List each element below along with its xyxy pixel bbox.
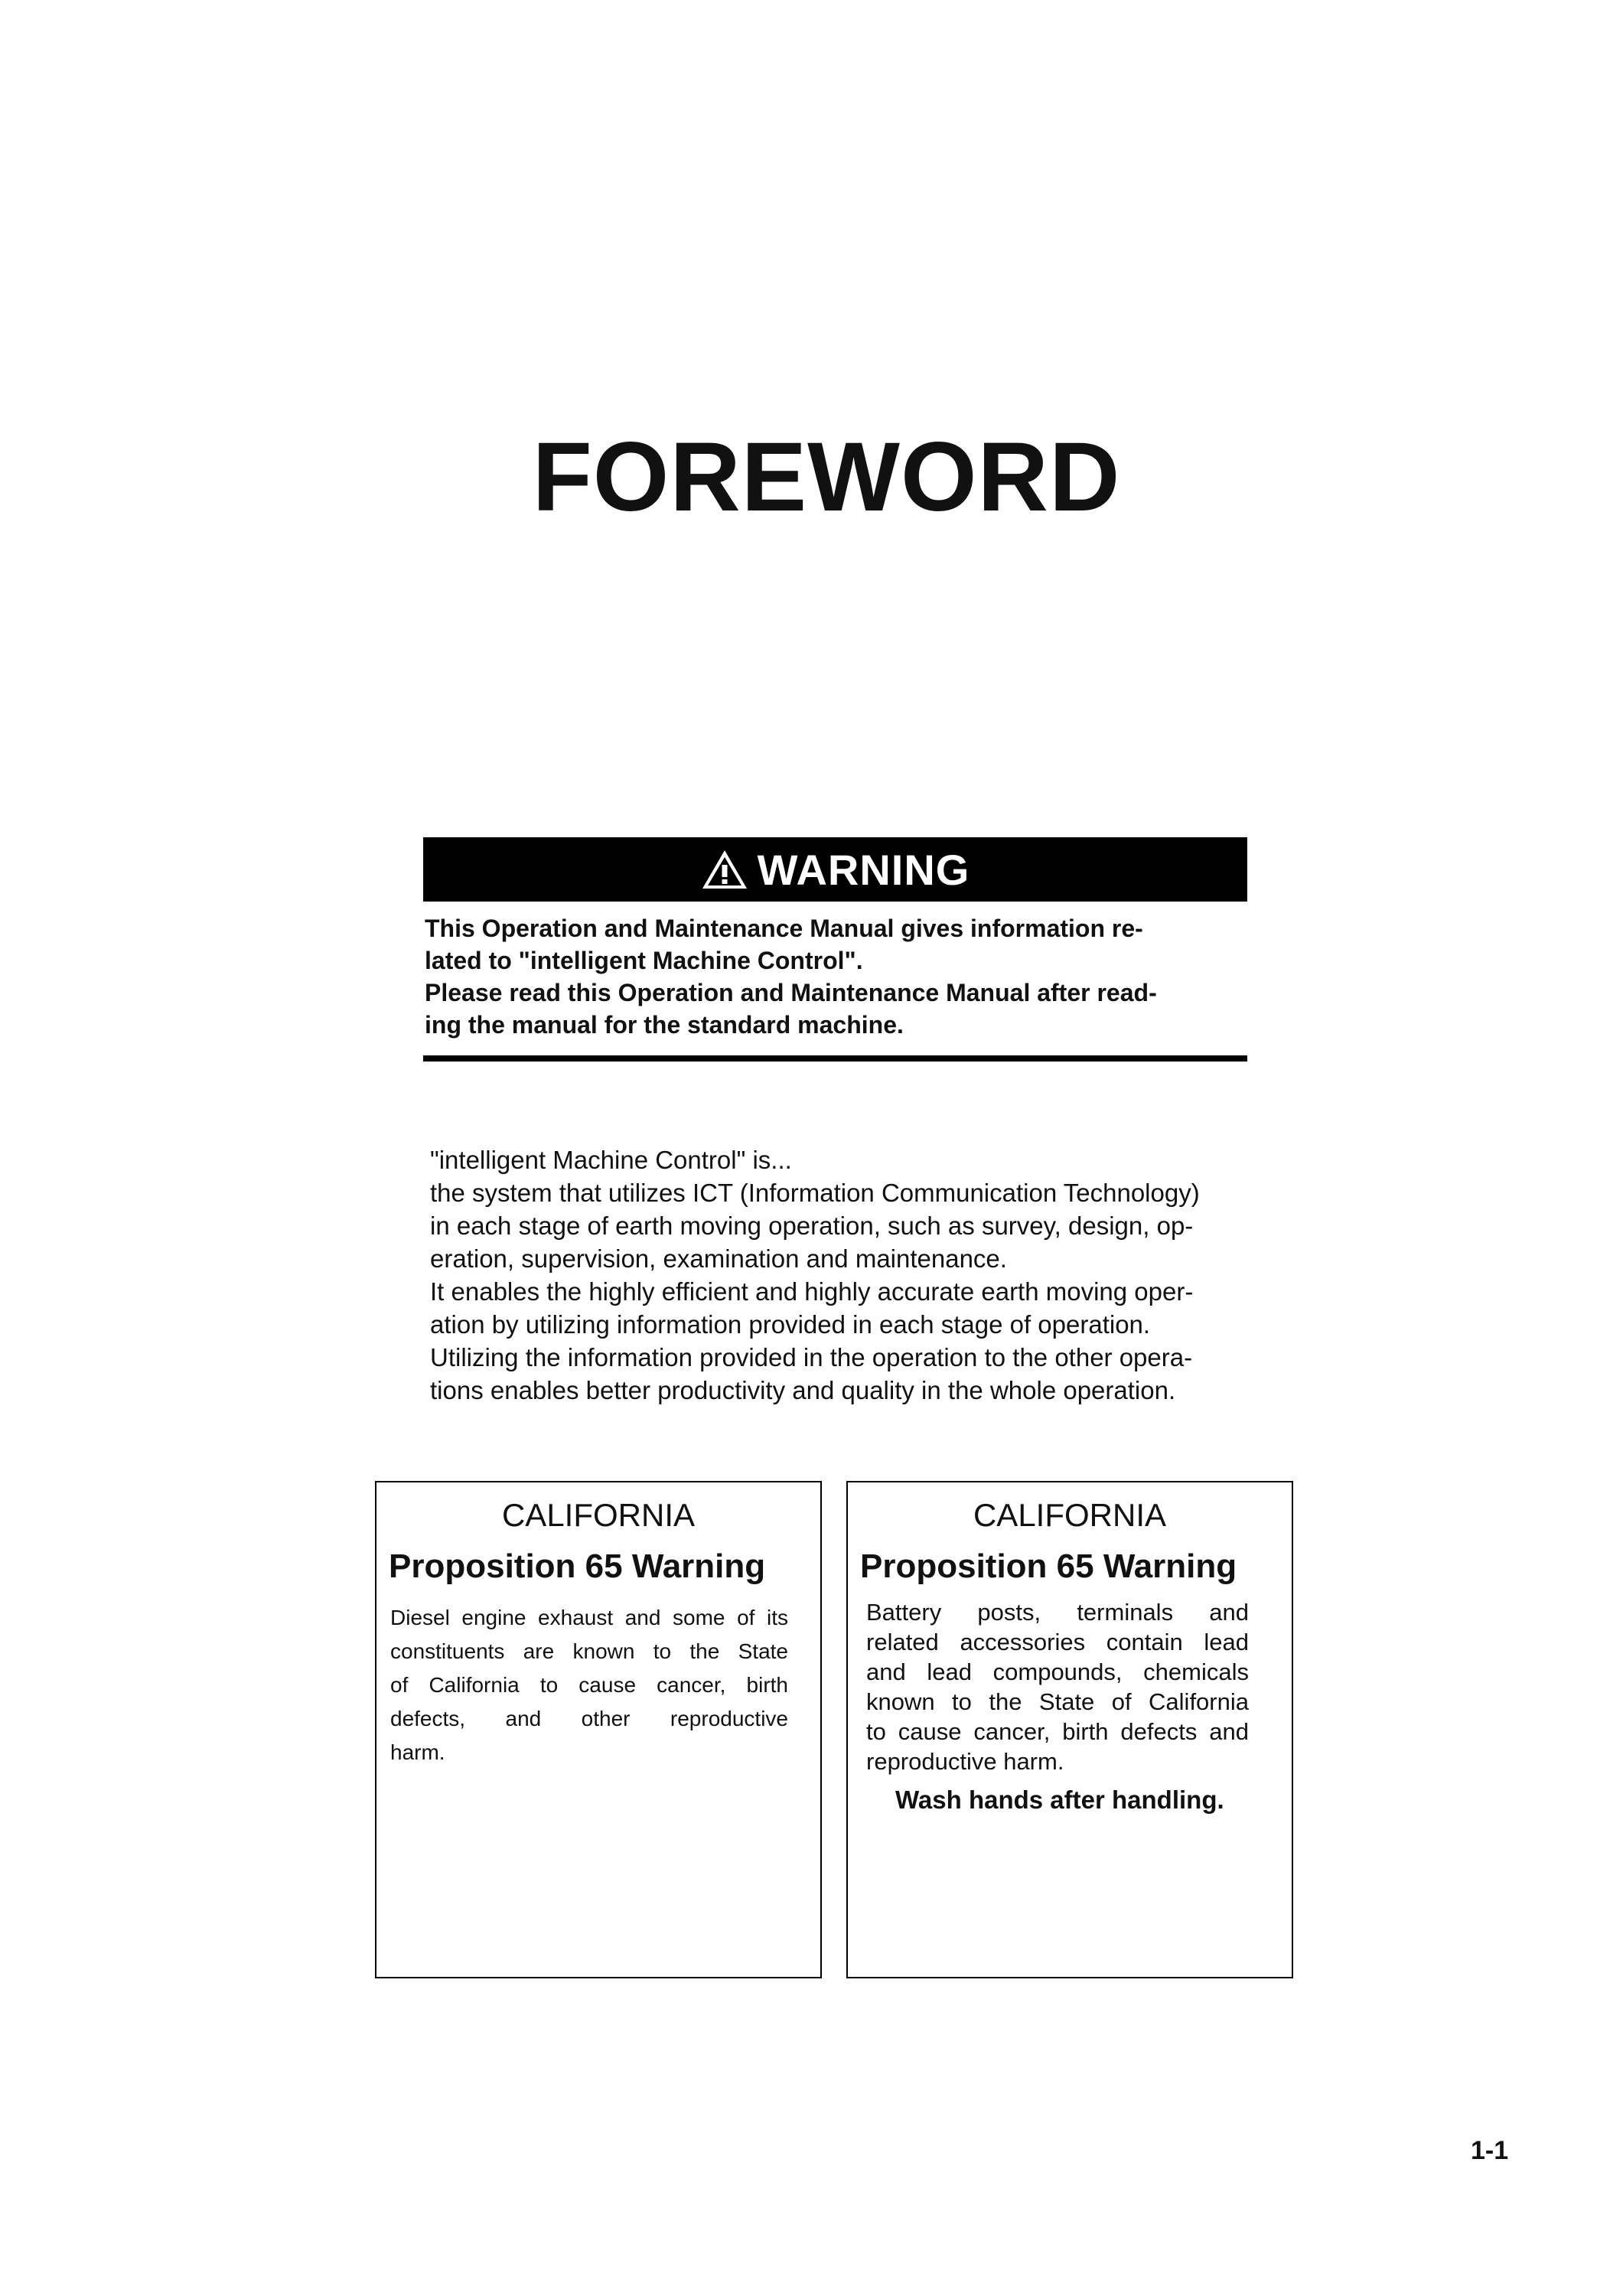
prop65-body xyxy=(390,1601,788,1769)
warning-divider xyxy=(423,1055,1247,1062)
prop65-heading-title: Proposition 65 Warning xyxy=(860,1548,1237,1585)
page-number: 1-1 xyxy=(1471,2136,1509,2165)
intro-line: "intelligent Machine Control" is... xyxy=(430,1146,792,1174)
prop65-line: known to the State of California xyxy=(866,1688,1249,1715)
warning-line: ing the manual for the standard machine. xyxy=(425,1011,904,1039)
warning-text xyxy=(425,912,1246,1041)
intro-line: Utilizing the information provided in the operation to the other opera- xyxy=(430,1343,1193,1371)
prop65-line: constituents are known to the State xyxy=(390,1639,788,1663)
warning-triangle-icon xyxy=(701,848,748,891)
warning-line: Please read this Operation and Maintenance Manual after read- xyxy=(425,979,1157,1006)
prop65-line: Diesel engine exhaust and some of its xyxy=(390,1606,788,1629)
intro-line: in each stage of earth moving operation, such as survey, design, op- xyxy=(430,1212,1194,1240)
prop65-line: and lead compounds, chemicals xyxy=(866,1658,1249,1685)
warning-line: lated to "intelligent Machine Control". xyxy=(425,947,863,974)
page-title: FOREWORD xyxy=(532,422,1121,532)
prop65-line: defects, and other reproductive xyxy=(390,1707,788,1730)
intro-line: the system that utilizes ICT (Information Communication Technology) xyxy=(430,1179,1200,1207)
prop65-line: of California to cause cancer, birth xyxy=(390,1673,788,1697)
prop65-heading-state: CALIFORNIA xyxy=(501,1497,696,1533)
prop65-line: reproductive harm. xyxy=(866,1748,1064,1775)
prop65-line: Battery posts, terminals and xyxy=(866,1599,1249,1626)
warning-label: WARNING xyxy=(757,845,970,894)
warning-line: This Operation and Maintenance Manual gives information re- xyxy=(425,915,1143,942)
warning-banner xyxy=(423,837,1247,902)
intro-line: ation by utilizing information provided in each stage of operation. xyxy=(430,1310,1151,1339)
intro-paragraph xyxy=(430,1143,1249,1407)
prop65-box-diesel xyxy=(375,1481,822,1978)
prop65-body xyxy=(866,1597,1249,1776)
prop65-line: to cause cancer, birth defects and xyxy=(866,1718,1249,1745)
prop65-heading-title: Proposition 65 Warning xyxy=(389,1548,766,1585)
prop65-heading-state: CALIFORNIA xyxy=(973,1497,1167,1533)
prop65-box-battery xyxy=(846,1481,1293,1978)
intro-line: It enables the highly efficient and highly accurate earth moving oper- xyxy=(430,1277,1194,1306)
prop65-line: harm. xyxy=(390,1740,445,1764)
intro-line: eration, supervision, examination and maintenance. xyxy=(430,1244,1007,1273)
prop65-wash-note: Wash hands after handling. xyxy=(895,1786,1224,1814)
intro-line: tions enables better productivity and quality in the whole operation. xyxy=(430,1376,1176,1404)
prop65-line: related accessories contain lead xyxy=(866,1629,1249,1655)
